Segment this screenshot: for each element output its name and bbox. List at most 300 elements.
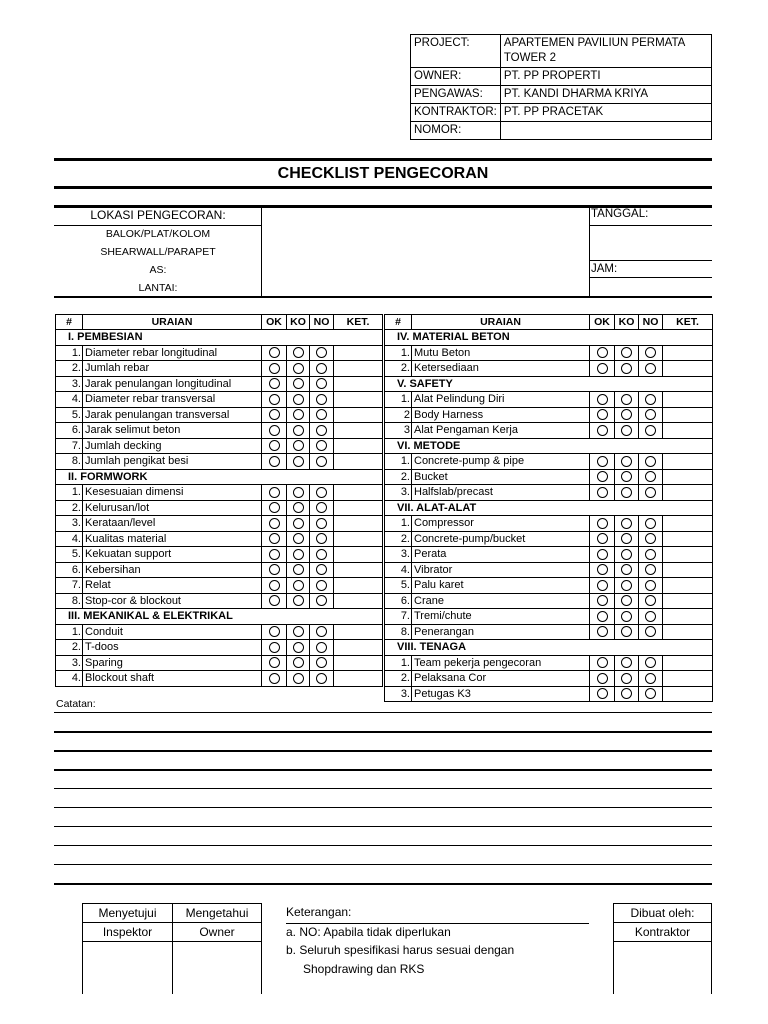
project-row [411, 35, 712, 68]
location-type-1: BALOK/PLAT/KOLOM [105, 228, 211, 240]
radio-ko-icon[interactable] [621, 518, 632, 529]
ket-cell[interactable] [334, 547, 383, 563]
checklist-row [385, 562, 713, 578]
radio-ok-icon[interactable] [269, 487, 280, 498]
item-description: Kekuatan support [83, 547, 262, 563]
checklist-row [385, 345, 713, 361]
radio-no-icon[interactable] [316, 363, 327, 374]
radio-ko-cell [287, 562, 310, 578]
radio-ko-icon[interactable] [293, 626, 304, 637]
ket-cell[interactable] [334, 361, 383, 377]
radio-no-icon[interactable] [316, 347, 327, 358]
item-description: Alat Pengaman Kerja [412, 423, 590, 439]
radio-ko-icon[interactable] [293, 642, 304, 653]
ket-cell[interactable] [334, 640, 383, 656]
radio-no-icon[interactable] [316, 595, 327, 606]
radio-ok-icon[interactable] [597, 688, 608, 699]
item-number: 2. [56, 640, 83, 656]
radio-no-icon[interactable] [645, 657, 656, 668]
ket-cell[interactable] [663, 485, 713, 501]
radio-ko-icon[interactable] [621, 611, 632, 622]
radio-ko-icon[interactable] [293, 549, 304, 560]
radio-ko-icon[interactable] [293, 487, 304, 498]
radio-no-icon[interactable] [645, 688, 656, 699]
item-number: 8. [385, 624, 412, 640]
radio-no-icon[interactable] [316, 564, 327, 575]
owner-signature-box [173, 942, 262, 995]
radio-no-icon[interactable] [645, 673, 656, 684]
radio-ko-icon[interactable] [293, 580, 304, 591]
checklist-row [385, 407, 713, 423]
radio-no-cell [310, 655, 334, 671]
ket-cell[interactable] [334, 454, 383, 470]
radio-ok-cell [590, 686, 615, 702]
item-description: Kelurusan/lot [83, 500, 262, 516]
radio-ko-icon[interactable] [621, 657, 632, 668]
item-description: Crane [412, 593, 590, 609]
ket-cell[interactable] [334, 531, 383, 547]
radio-ok-icon[interactable] [269, 518, 280, 529]
item-number: 3. [385, 686, 412, 702]
ket-cell[interactable] [663, 345, 713, 361]
radio-no-icon[interactable] [645, 580, 656, 591]
section-title: VIII. TENAGA [385, 640, 713, 656]
item-number: 1. [56, 485, 83, 501]
checklist-row [56, 392, 383, 408]
radio-ok-icon[interactable] [597, 409, 608, 420]
radio-ko-icon[interactable] [293, 657, 304, 668]
radio-no-icon[interactable] [645, 471, 656, 482]
radio-ko-cell [287, 438, 310, 454]
ket-cell[interactable] [334, 593, 383, 609]
radio-no-icon[interactable] [316, 673, 327, 684]
radio-ko-cell [287, 423, 310, 439]
item-number: 1. [56, 624, 83, 640]
section-title: VI. METODE [385, 438, 713, 454]
radio-ko-icon[interactable] [293, 518, 304, 529]
kontraktor-label: Kontraktor [614, 923, 712, 942]
radio-ko-icon[interactable] [293, 533, 304, 544]
radio-ko-icon[interactable] [621, 347, 632, 358]
checklist-row [56, 562, 383, 578]
radio-no-icon[interactable] [316, 642, 327, 653]
radio-ok-icon[interactable] [597, 425, 608, 436]
radio-ko-icon[interactable] [621, 564, 632, 575]
radio-ko-cell [615, 686, 639, 702]
checklist-row [385, 671, 713, 687]
radio-no-cell [639, 655, 663, 671]
radio-ok-cell [590, 407, 615, 423]
radio-no-icon[interactable] [316, 487, 327, 498]
radio-ko-cell [287, 516, 310, 532]
radio-ko-cell [287, 361, 310, 377]
ket-cell[interactable] [663, 454, 713, 470]
radio-no-icon[interactable] [316, 657, 327, 668]
radio-ko-icon[interactable] [293, 394, 304, 405]
ket-cell[interactable] [663, 578, 713, 594]
radio-ko-icon[interactable] [293, 673, 304, 684]
item-number: 8. [56, 593, 83, 609]
radio-ko-icon[interactable] [293, 595, 304, 606]
radio-ok-cell [262, 531, 287, 547]
checklist-row [56, 454, 383, 470]
radio-no-icon[interactable] [645, 518, 656, 529]
radio-ok-cell [590, 593, 615, 609]
radio-ko-icon[interactable] [621, 595, 632, 606]
radio-ko-icon[interactable] [293, 564, 304, 575]
radio-ko-cell [615, 454, 639, 470]
ket-cell[interactable] [334, 345, 383, 361]
item-description: Relat [83, 578, 262, 594]
radio-ok-cell [262, 376, 287, 392]
ket-cell[interactable] [663, 547, 713, 563]
ket-cell[interactable] [663, 361, 713, 377]
keterangan-heading: Keterangan: [286, 905, 352, 919]
radio-no-icon[interactable] [316, 518, 327, 529]
checklist-row [385, 578, 713, 594]
radio-no-cell [639, 485, 663, 501]
checklist-row [56, 655, 383, 671]
item-description: Compressor [412, 516, 590, 532]
col-num: # [56, 315, 83, 330]
radio-ok-icon[interactable] [269, 425, 280, 436]
radio-ko-icon[interactable] [621, 580, 632, 591]
radio-ok-cell [262, 500, 287, 516]
radio-ok-icon[interactable] [269, 595, 280, 606]
radio-no-icon[interactable] [645, 487, 656, 498]
item-number: 3. [56, 655, 83, 671]
radio-ok-icon[interactable] [269, 456, 280, 467]
radio-ok-icon[interactable] [269, 626, 280, 637]
radio-ok-icon[interactable] [269, 549, 280, 560]
ket-cell[interactable] [334, 392, 383, 408]
radio-ok-icon[interactable] [269, 502, 280, 513]
radio-ok-icon[interactable] [597, 611, 608, 622]
ket-cell[interactable] [334, 655, 383, 671]
radio-no-cell [639, 609, 663, 625]
section-title: VII. ALAT-ALAT [385, 500, 713, 516]
radio-ok-icon[interactable] [597, 595, 608, 606]
radio-ok-cell [262, 671, 287, 687]
radio-ok-cell [262, 547, 287, 563]
item-number: 5. [56, 407, 83, 423]
radio-ok-cell [262, 640, 287, 656]
radio-no-icon[interactable] [645, 595, 656, 606]
item-description: Bucket [412, 469, 590, 485]
section-title: I. PEMBESIAN [56, 330, 383, 346]
item-number: 6. [56, 562, 83, 578]
signature-table-left [82, 903, 262, 994]
radio-no-icon[interactable] [645, 549, 656, 560]
item-description: Conduit [83, 624, 262, 640]
ket-cell[interactable] [334, 423, 383, 439]
radio-ok-cell [590, 392, 615, 408]
col-no: NO [310, 315, 334, 330]
ket-cell[interactable] [334, 671, 383, 687]
radio-ok-icon[interactable] [269, 580, 280, 591]
keterangan-a: a. NO: Apabila tidak diperlukan [286, 925, 451, 939]
catatan-label: Catatan: [56, 698, 96, 710]
radio-ko-cell [615, 671, 639, 687]
radio-no-icon[interactable] [645, 425, 656, 436]
project-row [411, 86, 712, 104]
item-description: Alat Pelindung Diri [412, 392, 590, 408]
item-number: 2. [385, 531, 412, 547]
col-ket: KET. [663, 315, 713, 330]
item-description: Body Harness [412, 407, 590, 423]
checklist-row [385, 361, 713, 377]
radio-ok-icon[interactable] [597, 580, 608, 591]
radio-ok-icon[interactable] [269, 657, 280, 668]
section-row [385, 640, 713, 656]
radio-ok-cell [590, 423, 615, 439]
item-description: Perata [412, 547, 590, 563]
radio-ok-cell [590, 485, 615, 501]
project-row-value: APARTEMEN PAVILIUN PERMATA TOWER 2 [500, 35, 711, 68]
radio-ok-icon[interactable] [269, 642, 280, 653]
radio-no-icon[interactable] [645, 456, 656, 467]
radio-ok-cell [262, 392, 287, 408]
radio-ko-icon[interactable] [621, 549, 632, 560]
radio-no-icon[interactable] [316, 409, 327, 420]
item-number: 2. [56, 361, 83, 377]
ket-cell[interactable] [663, 686, 713, 702]
item-number: 1. [385, 392, 412, 408]
checklist-row [56, 438, 383, 454]
radio-ok-cell [590, 624, 615, 640]
section-title: II. FORMWORK [56, 469, 383, 485]
radio-ko-icon[interactable] [293, 363, 304, 374]
radio-ok-icon[interactable] [597, 673, 608, 684]
checklist-row [56, 407, 383, 423]
item-number: 3. [385, 547, 412, 563]
signature-table-right [613, 903, 712, 994]
radio-no-icon[interactable] [645, 363, 656, 374]
radio-no-icon[interactable] [316, 378, 327, 389]
ket-cell[interactable] [334, 376, 383, 392]
checklist-row [56, 376, 383, 392]
col-ok: OK [262, 315, 287, 330]
item-description: Mutu Beton [412, 345, 590, 361]
radio-ok-icon[interactable] [597, 564, 608, 575]
radio-ko-icon[interactable] [293, 425, 304, 436]
ket-cell[interactable] [334, 407, 383, 423]
ket-cell[interactable] [663, 423, 713, 439]
ket-cell[interactable] [334, 438, 383, 454]
radio-no-icon[interactable] [316, 456, 327, 467]
radio-ok-icon[interactable] [597, 487, 608, 498]
radio-ok-icon[interactable] [269, 533, 280, 544]
radio-ok-icon[interactable] [269, 409, 280, 420]
project-row-value: PT. PP PROPERTI [500, 68, 711, 86]
radio-ok-icon[interactable] [597, 626, 608, 637]
radio-no-cell [310, 407, 334, 423]
radio-ko-icon[interactable] [621, 673, 632, 684]
radio-no-icon[interactable] [645, 564, 656, 575]
radio-ok-icon[interactable] [269, 363, 280, 374]
radio-no-icon[interactable] [645, 347, 656, 358]
radio-ok-cell [590, 345, 615, 361]
checklist-row [56, 593, 383, 609]
radio-ko-icon[interactable] [293, 456, 304, 467]
checklist-row [56, 345, 383, 361]
project-row-label: KONTRAKTOR: [411, 104, 501, 122]
ket-cell[interactable] [663, 624, 713, 640]
item-number: 1. [385, 345, 412, 361]
radio-ok-icon[interactable] [597, 518, 608, 529]
item-number: 4. [56, 392, 83, 408]
ket-cell[interactable] [334, 516, 383, 532]
item-number: 2. [385, 361, 412, 377]
ket-cell[interactable] [663, 407, 713, 423]
radio-ko-cell [287, 640, 310, 656]
ket-cell[interactable] [663, 516, 713, 532]
radio-no-cell [639, 671, 663, 687]
col-ko: KO [287, 315, 310, 330]
item-description: Stop-cor & blockout [83, 593, 262, 609]
ket-cell[interactable] [334, 562, 383, 578]
checklist-row [56, 361, 383, 377]
menyetujui-label: Menyetujui [83, 904, 173, 923]
radio-no-icon[interactable] [316, 626, 327, 637]
radio-ok-icon[interactable] [269, 564, 280, 575]
checklist-row [385, 593, 713, 609]
radio-no-icon[interactable] [316, 502, 327, 513]
item-number: 5. [56, 547, 83, 563]
ket-cell[interactable] [663, 655, 713, 671]
radio-ko-icon[interactable] [621, 471, 632, 482]
kontraktor-signature-box [614, 942, 712, 995]
radio-ok-icon[interactable] [597, 394, 608, 405]
radio-ko-icon[interactable] [293, 409, 304, 420]
radio-no-icon[interactable] [316, 533, 327, 544]
radio-no-icon[interactable] [316, 580, 327, 591]
radio-no-cell [310, 392, 334, 408]
item-number: 6. [56, 423, 83, 439]
radio-ok-icon[interactable] [597, 549, 608, 560]
ket-cell[interactable] [334, 485, 383, 501]
radio-no-cell [310, 624, 334, 640]
radio-ko-icon[interactable] [293, 502, 304, 513]
radio-ok-cell [590, 454, 615, 470]
ket-cell[interactable] [663, 609, 713, 625]
radio-ok-icon[interactable] [597, 347, 608, 358]
radio-ok-icon[interactable] [269, 394, 280, 405]
radio-ok-cell [590, 516, 615, 532]
ket-cell[interactable] [663, 469, 713, 485]
section-row [385, 500, 713, 516]
radio-ok-icon[interactable] [597, 363, 608, 374]
item-number: 1. [385, 516, 412, 532]
col-ok: OK [590, 315, 615, 330]
radio-ok-icon[interactable] [269, 440, 280, 451]
radio-no-cell [639, 392, 663, 408]
radio-ok-icon[interactable] [269, 347, 280, 358]
radio-ok-cell [262, 423, 287, 439]
item-number: 7. [56, 438, 83, 454]
jam-label: JAM: [591, 263, 618, 275]
radio-no-cell [310, 578, 334, 594]
radio-ko-icon[interactable] [621, 487, 632, 498]
radio-ko-icon[interactable] [621, 363, 632, 374]
radio-no-icon[interactable] [645, 626, 656, 637]
location-heading: LOKASI PENGECORAN: [90, 208, 226, 222]
item-description: Jarak penulangan transversal [83, 407, 262, 423]
ket-cell[interactable] [334, 624, 383, 640]
radio-ko-cell [287, 454, 310, 470]
project-row-value [500, 122, 711, 140]
radio-no-icon[interactable] [316, 549, 327, 560]
radio-ko-cell [287, 578, 310, 594]
project-row-label: NOMOR: [411, 122, 501, 140]
radio-ko-icon[interactable] [293, 378, 304, 389]
item-description: Diameter rebar longitudinal [83, 345, 262, 361]
radio-ok-icon[interactable] [269, 673, 280, 684]
radio-ko-icon[interactable] [621, 394, 632, 405]
radio-ok-icon[interactable] [597, 657, 608, 668]
owner-label: Owner [173, 923, 262, 942]
project-row-value: PT. PP PRACETAK [500, 104, 711, 122]
ket-cell[interactable] [663, 531, 713, 547]
ket-cell[interactable] [663, 392, 713, 408]
checklist-row [385, 624, 713, 640]
ket-cell[interactable] [334, 500, 383, 516]
radio-no-cell [310, 593, 334, 609]
radio-no-icon[interactable] [316, 440, 327, 451]
ket-cell[interactable] [334, 578, 383, 594]
item-number: 4. [56, 531, 83, 547]
radio-ko-icon[interactable] [621, 533, 632, 544]
radio-no-icon[interactable] [645, 394, 656, 405]
radio-ok-icon[interactable] [269, 378, 280, 389]
radio-no-cell [639, 423, 663, 439]
radio-ok-cell [590, 547, 615, 563]
project-info-table [410, 34, 712, 140]
section-row [56, 469, 383, 485]
ket-cell[interactable] [663, 562, 713, 578]
radio-ko-icon[interactable] [621, 456, 632, 467]
radio-no-icon[interactable] [316, 425, 327, 436]
item-number: 8. [56, 454, 83, 470]
radio-no-icon[interactable] [645, 611, 656, 622]
ket-cell[interactable] [663, 671, 713, 687]
radio-ok-icon[interactable] [597, 471, 608, 482]
radio-ko-icon[interactable] [293, 347, 304, 358]
item-number: 5. [385, 578, 412, 594]
ket-cell[interactable] [663, 593, 713, 609]
radio-ko-icon[interactable] [621, 626, 632, 637]
radio-no-icon[interactable] [645, 409, 656, 420]
item-description: Diameter rebar transversal [83, 392, 262, 408]
radio-no-icon[interactable] [645, 533, 656, 544]
radio-ko-cell [615, 392, 639, 408]
checklist-left-table [55, 314, 383, 687]
radio-ko-icon[interactable] [621, 688, 632, 699]
radio-ko-cell [615, 578, 639, 594]
radio-ok-icon[interactable] [597, 533, 608, 544]
col-uraian: URAIAN [83, 315, 262, 330]
project-row-label: OWNER: [411, 68, 501, 86]
radio-ok-icon[interactable] [597, 456, 608, 467]
radio-ok-cell [262, 593, 287, 609]
radio-ko-icon[interactable] [621, 409, 632, 420]
radio-ko-icon[interactable] [621, 425, 632, 436]
radio-ko-cell [287, 485, 310, 501]
radio-no-icon[interactable] [316, 394, 327, 405]
checklist-row [385, 655, 713, 671]
radio-ko-icon[interactable] [293, 440, 304, 451]
radio-no-cell [639, 516, 663, 532]
